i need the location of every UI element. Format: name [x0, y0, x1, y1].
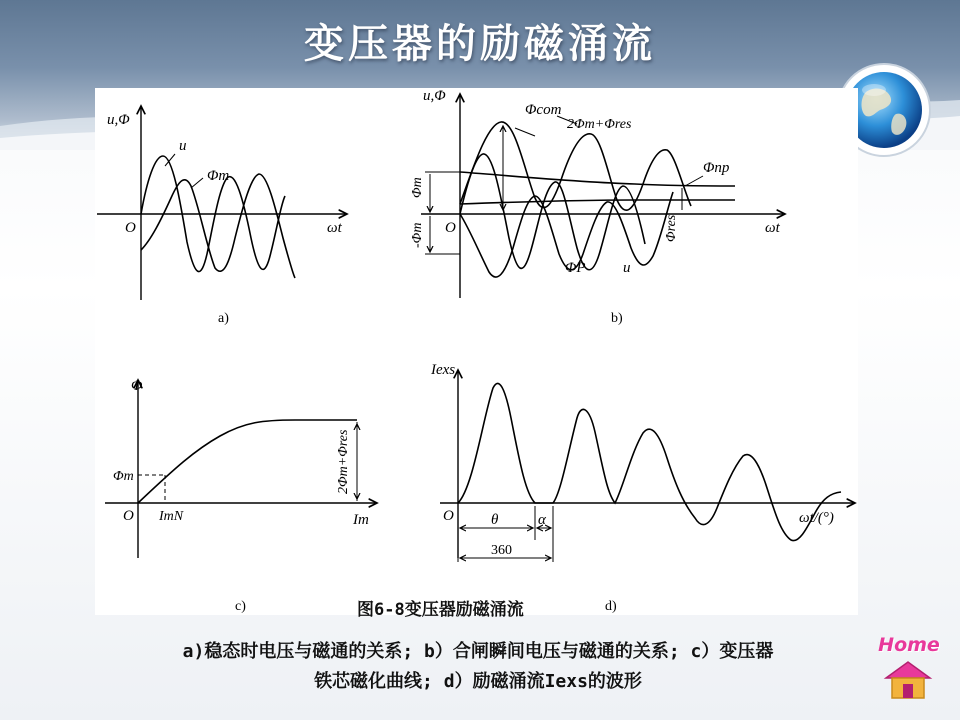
description-line-2: 铁芯磁化曲线; d）励磁涌流Iexs的波形 [314, 671, 642, 692]
panel-a [97, 106, 347, 326]
panel-b-2phi-label: 2Φm+Φres [567, 117, 632, 132]
panel-d-label: d) [605, 599, 617, 614]
panel-d-period-label: 360 [491, 543, 512, 558]
panel-b-minus-phi-m-label: -Φm [410, 222, 425, 248]
figure-description [40, 637, 916, 697]
panel-c-2phi-label: 2Φm+Φres [336, 429, 351, 494]
panel-c-phi-m-label: Φm [113, 469, 134, 484]
panel-b-origin: O [445, 220, 456, 236]
panel-a-x-axis-label: ωt [327, 220, 342, 236]
panel-a-phi-label: Φm [207, 168, 230, 184]
panel-b [410, 88, 785, 326]
figure-diagrams [95, 88, 858, 615]
panel-b-label: b) [611, 311, 623, 326]
panel-d-y-axis-label: Iexs [431, 362, 456, 378]
panel-c-imn-label: ImN [159, 509, 184, 524]
slide-title: 变压器的励磁涌流 [304, 21, 656, 67]
curve-phi-a [141, 174, 295, 278]
curve-phi-b [460, 122, 691, 210]
panel-b-phi-m-label: Φm [410, 177, 425, 198]
panel-b-phi-np-label: Φnp [703, 160, 730, 176]
home-label: Home [878, 634, 940, 656]
panel-d-origin: O [443, 508, 454, 524]
house-icon [882, 658, 934, 700]
figure-panel [95, 88, 858, 620]
magnetization-curve [138, 420, 357, 503]
panel-c-y-axis-label: Φ [131, 378, 143, 394]
description-line-1: a)稳态时电压与磁通的关系; b）合闸瞬间电压与磁通的关系; c）变压器 [182, 641, 774, 662]
curve-phi-np [460, 172, 735, 186]
panel-d-x-axis-label: ωt/(°) [799, 510, 834, 526]
panel-a-label: a) [218, 311, 229, 326]
panel-b-phi-res-label: Φres [664, 214, 679, 242]
panel-b-y-axis-label: u,Φ [423, 88, 446, 104]
panel-b-u-label: u [623, 260, 631, 276]
panel-d-theta-label: θ [491, 512, 499, 528]
panel-c-x-axis-label: Im [353, 512, 369, 528]
panel-b-phi-p-label: ΦP [565, 260, 586, 276]
panel-b-x-axis-label: ωt [765, 220, 780, 236]
panel-a-y-axis-label: u,Φ [107, 112, 130, 128]
inrush-current-curve [458, 383, 841, 540]
figure-caption: 图6-8变压器励磁涌流 [357, 600, 524, 620]
panel-c [105, 378, 377, 614]
panel-b-phi-com-label: Φcom [525, 102, 562, 118]
home-button[interactable] [876, 634, 940, 704]
panel-d [430, 362, 855, 614]
panel-c-origin: O [123, 508, 134, 524]
panel-a-u-label: u [179, 138, 187, 154]
panel-d-alpha-label: α [538, 512, 546, 528]
panel-c-label: c) [235, 599, 246, 614]
panel-a-origin: O [125, 220, 136, 236]
